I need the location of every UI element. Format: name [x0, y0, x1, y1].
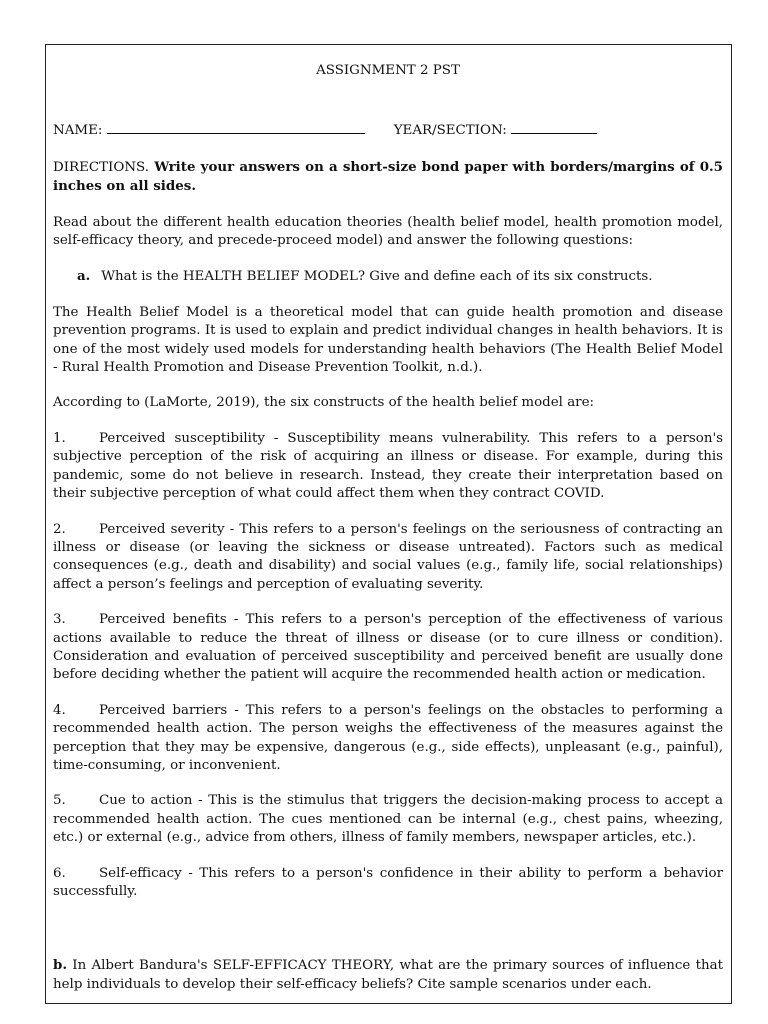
construct-number: 2. [53, 521, 66, 537]
year-section-blank[interactable] [511, 119, 597, 134]
question-a-letter: a. [77, 268, 91, 285]
construct-text: Cue to action - This is the stimulus that triggers the decision-making process to accept a recommended health action. The cues mentioned can be internal (e.g., chest pains, wheezing, etc.) or external (e.g., advice from others, illness of family members, newspaper articles, etc.). [53, 793, 723, 846]
construct-text: Perceived barriers - This refers to a person's feelings on the obstacles to performing a recommended health action. The person weighs the effectiveness of the measures against the perception that they may be expensive, dangerous (e.g., side effects), unpleasant (e.g., painful), time-consuming, or inconvenient. [53, 702, 723, 773]
name-row [53, 98, 723, 140]
intro-paragraph: Read about the different health education theories (health belief model, health promotion model, self-efficacy theory, and precede-proceed model) and answer the following questions: [53, 214, 723, 249]
question-b [53, 956, 723, 994]
construct-item-3 [53, 611, 723, 685]
according-paragraph: According to (LaMorte, 2019), the six constructs of the health belief model are: [53, 395, 595, 411]
construct-item-6 [53, 865, 723, 902]
year-section-field[interactable] [394, 119, 597, 140]
construct-number: 1. [53, 430, 66, 446]
name-field[interactable] [53, 119, 365, 140]
construct-item-5 [53, 792, 723, 847]
directions-text: Write your answers on a short-size bond paper with borders/margins of 0.5 inches on all sides. [53, 158, 723, 195]
construct-item-4 [53, 702, 723, 776]
name-blank[interactable] [107, 119, 365, 134]
construct-number: 3. [53, 612, 66, 628]
question-a [53, 267, 723, 286]
question-a-text: What is the HEALTH BELIEF MODEL? Give and define each of its six constructs. [101, 269, 653, 285]
construct-number: 5. [53, 793, 66, 809]
year-section-label: YEAR/SECTION: [393, 123, 507, 139]
construct-text: Perceived severity - This refers to a person's feelings on the seriousness of contracting an illness or disease (or leaving the sickness or disease untreated). Factors such as medical consequences (e.g., death and disability) and social values (e.g., family life, social relationships) affect a person’s feelings and perception of evaluating severity. [53, 521, 723, 592]
construct-text: Perceived benefits - This refers to a person's perception of the effectiveness of various actions available to reduce the threat of illness or disease (or to cure illness or condition). Consideration and evaluation of perceived susceptibility and perceived benefit are usually done before deciding whether the patient will acquire the recommended health action or medication. [53, 612, 723, 683]
construct-number: 6. [53, 865, 66, 881]
construct-item-1 [53, 430, 723, 504]
directions-label: DIRECTIONS. [53, 159, 149, 175]
construct-text: Self-efficacy - This refers to a person's confidence in their ability to perform a behavior successfully. [53, 865, 723, 899]
directions [53, 158, 723, 197]
construct-item-2 [53, 521, 723, 595]
name-label: NAME: [53, 123, 103, 139]
page-title: ASSIGNMENT 2 PST [316, 63, 460, 78]
question-b-letter: b. [53, 957, 68, 974]
answer-paragraph: The Health Belief Model is a theoretical model that can guide health promotion and disease prevention programs. It is used to explain and predict individual changes in health behaviors. It is one of the most widely used models for understanding health behaviors (The Health Belief Model - Rural Health Promotion and Disease Prevention Toolkit, n.d.). [53, 304, 723, 376]
construct-text: Perceived susceptibility - Susceptibility means vulnerability. This refers to a person's subjective perception of the risk of acquiring an illness or disease. For example, during this pandemic, some do not believe in research. Instead, they create their interpretation based on their subjective perception of what could affect them when they contract COVID. [53, 430, 723, 502]
construct-number: 4. [53, 702, 66, 718]
question-b-text: In Albert Bandura's SELF-EFFICACY THEORY, what are the primary sources of influence that help individuals to develop their self-efficacy beliefs? Cite sample scenarios under each. [53, 958, 723, 992]
document-content [53, 62, 723, 994]
